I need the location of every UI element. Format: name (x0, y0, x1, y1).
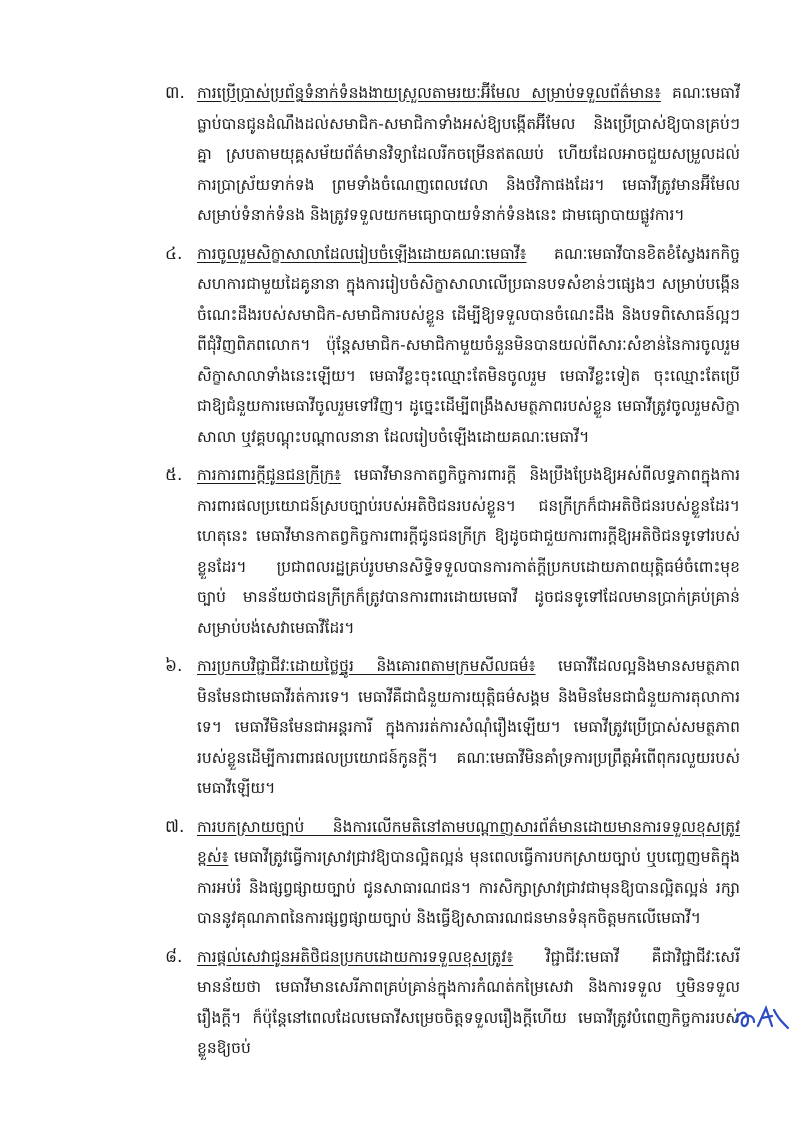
item-text: គណៈមេធាវីបានខិតខំស្វែងរកកិច្ចសហការជាមួយដៃគូនានា ក្នុងការរៀបចំសិក្ខាសាលាលើប្រធានបទសំខាន់ៗផ្សេងៗ សម្រាប់បង្កើនចំណេះដឹងរបស់សមាជិក-សមាជិការបស់ខ្លួន ដើម្បីឱ្យទទួលបានចំណេះដឹង និងបទពិសោធន៍ល្អៗ ពីជុំវិញពិភពលោក។ ប៉ុន្តែសមាជិក-សមាជិកាមួយចំនួនមិនបានយល់ពីសារៈសំខាន់នៃការចូលរួមសិក្ខាសាលាទាំងនេះឡើយ។ មេធាវីខ្លះចុះឈ្មោះតែមិនចូលរួម មេធាវីខ្លះទៀត ចុះឈ្មោះតែប្រើជាឱ្យជំនួយការមេធាវីចូលរួមទៅវិញ។ ដូច្នេះដើម្បីពង្រឹងសមត្ថភាពរបស់ខ្លួន មេធាវីត្រូវចូលរួមសិក្ខាសាលា ឬវគ្គបណ្តុះបណ្តាលនានា ដែលរៀបចំឡើងដោយគណៈមេធាវី។ (197, 244, 740, 446)
item-text: គណៈមេធាវីធ្លាប់បានជូនដំណឹងដល់សមាជិក-សមាជិកាទាំងអស់ឱ្យបង្កើតអ៊ីមែល និងប្រើប្រាស់ឱ្យបានគ្រប់ៗគ្នា ស្របតាមយុគ្គសម័យព័ត៌មានវិទ្យាដែលរីកចម្រើនឥតឈប់ ហើយដែលអាចជួយសម្រួលដល់ការប្រាស្រ័យទាក់ទង ព្រមទាំងចំណេញពេលវេលា និងថវិកាផងដែរ។ មេធាវីត្រូវមានអ៊ីមែលសម្រាប់ទំនាក់ទំនង និងត្រូវទទួលយកមធ្យោបាយទំនាក់ទំនងនេះ ជាមធ្យោបាយផ្លូវការ។ (197, 84, 740, 224)
item-number: ៦. (165, 656, 183, 676)
numbered-list (165, 78, 740, 1072)
item-body (197, 239, 740, 453)
item-number: ៤. (165, 243, 183, 264)
item-body (197, 942, 740, 1064)
item-text: មេធាវីមានកាតព្វកិច្ចការពារក្តី និងប្រឹងប្រែងឱ្យអស់ពីលទ្ធភាពក្នុងការការពារផលប្រយោជន៍ស្របច្បាប់របស់អតិថិជនរបស់ខ្លួន។ ជនក្រីក្រក៏ជាអតិថិជនរបស់ខ្លួនដែរ។ ហេតុនេះ មេធាវីមានកាតព្វកិច្ចការពារក្តីជូនជនក្រីក្រ ឱ្យដូចជាជួយការពារក្តីឱ្យអតិថិជនទូទៅរបស់ខ្លួនដែរ។ ប្រជាពលរដ្ឋគ្រប់រូបមានសិទ្ធិទទួលបានការកាត់ក្តីប្រកបដោយភាពយុត្តិធម៌ចំពោះមុខច្បាប់ មានន័យថាជនក្រីក្រក៏ត្រូវបានការពារដោយមេធាវី ដូចជនទូទៅដែលមានប្រាក់គ្រប់គ្រាន់សម្រាប់បង់សេវាមេធាវីដែរ។ (197, 466, 740, 637)
item-text: មេធាវីដែលល្អនិងមានសមត្ថភាព មិនមែនជាមេធាវីរត់ការទេ។ មេធាវីគឺជាជំនួយការយុត្តិធម៌សង្គម និងមិនមែនជាជំនួយការតុលាការទេ។ មេធាវីមិនមែនជាអន្តរការី ក្នុងការរត់ការសំណុំរឿងឡើយ។ មេធាវីត្រូវប្រើប្រាស់សមត្ថភាពរបស់ខ្លួនដើម្បីការពារផលប្រយោជន៍កូនក្តី។ គណៈមេធាវីមិនគាំទ្រការប្រព្រឹត្តអំពើពុករលួយរបស់មេធាវីឡើយ។ (197, 657, 741, 797)
handwritten-initials-signature (732, 1000, 792, 1034)
list-item-4 (165, 239, 740, 453)
item-number: ៣. (165, 83, 185, 103)
item-body (197, 460, 740, 643)
item-heading: ការប្រើប្រាស់ប្រព័ន្ធទំនាក់ទំនងងាយស្រួលតាមរយៈអ៊ីមែល សម្រាប់ទទួលព័ត៌មាន៖ (197, 84, 661, 102)
list-item-3 (165, 78, 740, 231)
item-heading: ការផ្តល់សេវាជូនអតិថិជនប្រកបដោយការទទួលខុសត្រូវ៖ (197, 947, 514, 966)
item-body (197, 812, 740, 934)
item-text: វិជ្ជាជីវៈមេធាវី គឺជាវិជ្ជាជីវៈសេរី មានន័យថា មេធាវីមានសេរីភាពគ្រប់គ្រាន់ក្នុងការកំណត់កម្រៃសេវា និងការទទួល ឬមិនទទួលរឿងក្តី។ ក៏ប៉ុន្តែនៅពេលដែលមេធាវីសម្រេចចិត្តទទួលរឿងក្តីហើយ មេធាវីត្រូវបំពេញកិច្ចការរបស់ខ្លួនឱ្យចប់ (197, 947, 740, 1057)
list-item-7 (165, 812, 740, 934)
list-item-6 (165, 651, 740, 804)
item-number: ៥. (165, 465, 183, 485)
item-number: ៧. (165, 816, 185, 837)
item-heading: ការបកស្រាយច្បាប់ និងការលើកមតិនៅតាមបណ្តាញសារព័ត៌មានដោយមានការទទួលខុសត្រូវខ្ពស់៖ (197, 817, 740, 866)
list-item-8 (165, 942, 740, 1064)
item-number: ៨. (165, 946, 183, 967)
item-heading: ការចូលរួមសិក្ខាសាលាដែលរៀបចំឡើងដោយគណៈមេធាវី៖ (197, 244, 527, 263)
item-heading: ការប្រកបវិជ្ជាជីវៈដោយថ្លៃថ្នូរ និងគោរពតាមក្រមសីលធម៌៖ (197, 657, 536, 675)
item-body (197, 651, 740, 804)
list-item-5 (165, 460, 740, 643)
item-heading: ការការពារក្តីជូនជនក្រីក្រ៖ (197, 466, 341, 484)
item-body (197, 78, 740, 231)
item-text: មេធាវីត្រូវធ្វើការស្រាវជ្រាវឱ្យបានល្អិតល្អន់ មុនពេលធ្វើការបកស្រាយច្បាប់ ឬបញ្ចេញមតិក្នុងការអប់រំ និងផ្សព្វផ្សាយច្បាប់ ជូនសាធារណជន។ ការសិក្សាស្រាវជ្រាវជាមុនឱ្យបានល្អិតល្អន់ រក្សាបាននូវគុណភាពនៃការផ្សព្វផ្សាយច្បាប់ និងធ្វើឱ្យសាធារណជនមានទំនុកចិត្តមកលើមេធាវី។ (197, 848, 740, 927)
